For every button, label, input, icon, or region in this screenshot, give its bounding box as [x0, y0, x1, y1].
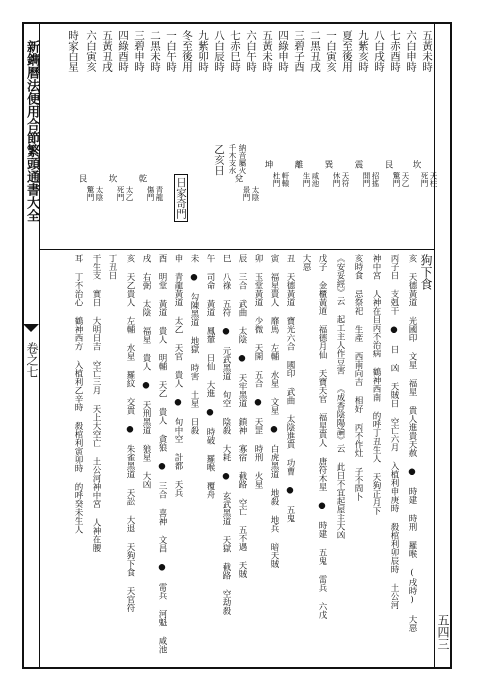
fishtail-mark — [23, 324, 39, 332]
upper-r2-item: 六白午時 — [245, 30, 257, 72]
gua-name: 兌 — [233, 174, 243, 183]
gua-line: 開門 — [362, 172, 371, 187]
upper-r1-item: 八白戌時 — [373, 30, 385, 72]
gua-line: 驚門 — [392, 172, 401, 187]
upper-r2-item: 九紫卯時 — [197, 30, 209, 72]
chapter-label: 卷之七 — [25, 342, 39, 378]
upper-r3-item: 三碧申時 — [133, 30, 145, 72]
gua-line: 杜門 — [272, 172, 281, 187]
page-number: 五四三 — [436, 614, 450, 650]
gua-name: 艮 — [383, 160, 393, 169]
gua-line: 驚門 — [86, 186, 95, 201]
gua-name: 離 — [293, 160, 303, 169]
text-column: 午 司命 黃道 鳳輦 日仙 大進 ● 時破 羅喉 覆舟 — [205, 254, 215, 499]
text-column: 《安妥經》云 起工主人作豆害 《成香陰陽論》云 此日不宜起屋主大凶 — [335, 254, 345, 539]
upper-r1-item: 七赤酉時 — [389, 30, 401, 72]
upper-r1-item: 九紫亥時 — [357, 30, 369, 72]
text-column: 酉 明堂 黃道 貴人 明輔 天乙 貴人 貪狼 ● 三合 喜神 文昌 ● 雷兵 河魁 咸池 — [157, 254, 167, 654]
text-column: 耳 丁不治心 鶴神西方 入植利乙辛時 殺棺利寅卯時 的呼癸未生人 — [73, 254, 83, 534]
gua-line: 死門 — [116, 186, 125, 201]
gua-line: 太乙 — [125, 186, 134, 201]
gua-line: 招搖 — [371, 172, 380, 187]
text-column: 丑 天德黃道 寶光六合 國印 武曲 太陰進貴 功曹 ● 五鬼 — [285, 254, 295, 523]
gua-line: 休門 — [332, 172, 341, 187]
text-column: 亥 天乙貴人 左輔 水星 羅紋 交貴 ● 朱雀黑道 天訟 大退 天狗下食 天官符 — [125, 254, 135, 612]
gua-line: 青龍 — [155, 186, 164, 201]
frame-divider-pageno — [434, 24, 435, 667]
rijia-qimen-box: 日家奇門 — [174, 174, 189, 222]
upper-r2-item: 三碧子酉 — [293, 30, 305, 72]
upper-r2-head: 冬至後用 — [181, 30, 193, 72]
upper-r2-item: 一白寅亥 — [325, 30, 337, 72]
text-column: 亥時食 忌祭祀 生產 西南向吉 相好 丙不作灶 子不問卜 — [353, 254, 363, 501]
gua-line: 咸池 — [311, 172, 320, 187]
gua-name: 艮 — [77, 174, 87, 183]
upper-r2-item: 七赤巳時 — [229, 30, 241, 72]
gua-line: 軒轅 — [281, 172, 290, 187]
gua-name: 坎 — [411, 160, 421, 169]
upper-r3-item: 五黃丑戌 — [101, 30, 113, 72]
gua-line: 天柱 — [429, 172, 438, 187]
gua-line: 生門 — [302, 172, 311, 187]
upper-r3-item: 六白寅亥 — [85, 30, 97, 72]
text-column: 大惡 — [301, 254, 311, 271]
upper-r1-item: 五黃未時 — [421, 30, 433, 72]
gua-line: 傷門 — [146, 186, 155, 201]
yihai-day: 乙亥日 — [213, 144, 225, 176]
upper-section-head: 時家白星 — [67, 30, 79, 72]
text-column: 戌 右弼 太陰 福星 貴人 ● 天刑黑道 狼星 大凶 — [141, 254, 151, 489]
gua-line: 天乙 — [401, 172, 410, 187]
text-column: 戊子 金櫃黃道 福德月仙 天寶天官 福星貴人 唐符木星 ● 時建 五鬼 雷兵 六戊 — [317, 254, 327, 619]
page-frame — [22, 22, 452, 669]
text-column: 神中宮 人神在目丙不治病 鶴神西南 的呼丁丑生人 天狗正月下 — [371, 254, 381, 515]
gua-line: 景門 — [242, 186, 251, 201]
text-column: 丁丑日 — [107, 254, 117, 280]
gua-name: 巽 — [323, 160, 333, 169]
upper-r2-item: 四綠申時 — [277, 30, 289, 72]
upper-r2-item: 八白辰時 — [213, 30, 225, 72]
upper-lower-divider — [39, 249, 435, 250]
text-column: 干生支 實日 大明日吉 空亡三月 天上大空亡 土公河神中宮 人神在腰 — [91, 254, 101, 552]
upper-r1-item: 六白申時 — [405, 30, 417, 72]
text-column: 丙子日 支剋干 ● 日 凶 天賊日 空亡六月 入植利申庚時 殺棺利卯辰時 土公河 — [389, 254, 399, 609]
gua-line: 死門 — [420, 172, 429, 187]
frame-divider-title — [39, 24, 40, 667]
text-column: 申 青龍黃道 太乙 天官 貴人 ● 旬中空 計都 天兵 — [173, 254, 183, 497]
upper-r3-item: 二黑未時 — [149, 30, 161, 72]
gua-line: 天符 — [341, 172, 350, 187]
gua-name: 震 — [353, 160, 363, 169]
text-column: 巳 八祿 五符 ● 元武黑道 旬空 陰殺 大耗 ● 玄武黑道 天獄 截路 空劫殺 — [221, 254, 231, 615]
text-column: 未 ● 勾陳黑道 地獄 時害 土星 日殺 — [189, 254, 199, 435]
yihai-note: 千木支水 — [228, 144, 237, 174]
gua-line: 太陰 — [251, 186, 260, 201]
text-column: 狗下食 — [419, 254, 433, 290]
upper-r1-head: 夏至後用 — [341, 30, 353, 72]
upper-r3-item: 一白午時 — [165, 30, 177, 72]
text-column: 寅 福星貴人 靡馬 左輔 水星 文星 ● 白虎黑道 地殺 地兵 暗天賊 — [269, 254, 279, 568]
gua-name: 坎 — [107, 174, 117, 183]
upper-r3-item: 四綠酉時 — [117, 30, 129, 72]
upper-r2-item: 二黑丑戌 — [309, 30, 321, 72]
gua-name: 坤 — [263, 160, 273, 169]
text-column: 卯 玉堂黃道 少微 天開 五合 ● 天罡 時刑 火星 — [253, 254, 263, 489]
upper-r2-item: 五黃未時 — [261, 30, 273, 72]
text-column: 辰 三合 武曲 太陰 ● 天牢黑道 鎖神 寡宿 截路 空亡 五不遇 天賊 — [237, 254, 247, 578]
yihai-note: 納音屬火 — [238, 144, 247, 174]
book-title: 新鐫曆法便用合節繁頭通書大全 — [24, 40, 39, 222]
gua-name: 乾 — [137, 174, 147, 183]
text-column: 亥 天德黃道 光國印 文星 福星 貴人進貴天赦 ● 時建 時刑 羅喉 (戌時) 大惡 — [407, 254, 417, 632]
gua-line: 太陰 — [95, 186, 104, 201]
